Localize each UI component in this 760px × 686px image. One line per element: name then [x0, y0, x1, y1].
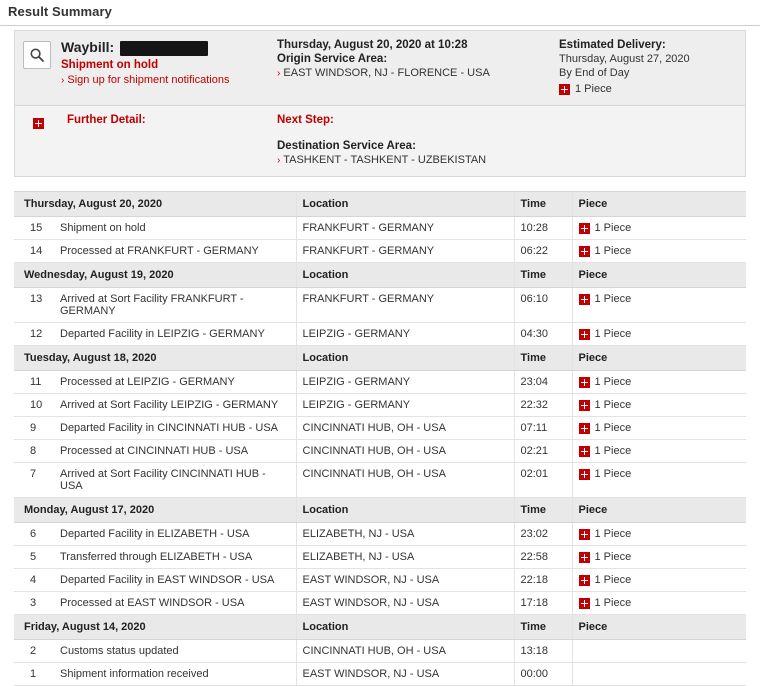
- column-header-time: Time: [514, 263, 572, 288]
- estimated-delivery-piece-label: 1 Piece: [575, 83, 612, 95]
- expand-plus-icon[interactable]: [579, 446, 590, 457]
- expand-plus-icon[interactable]: [579, 294, 590, 305]
- table-row: [14, 592, 746, 615]
- row-number: 14: [14, 240, 54, 263]
- row-location: LEIPZIG - GERMANY: [296, 323, 514, 346]
- row-piece-label: 1 Piece: [594, 551, 632, 563]
- row-time: 07:11: [514, 417, 572, 440]
- estimated-delivery-label: Estimated Delivery:: [559, 39, 666, 51]
- row-time: 22:58: [514, 546, 572, 569]
- row-location: EAST WINDSOR, NJ - USA: [296, 663, 514, 686]
- row-piece: [572, 417, 746, 440]
- row-location: EAST WINDSOR, NJ - USA: [296, 592, 514, 615]
- origin-datetime: Thursday, August 20, 2020 at 10:28: [277, 39, 468, 51]
- row-piece-label: 1 Piece: [594, 399, 632, 411]
- shipment-summary-panel: [14, 30, 746, 177]
- row-location: FRANKFURT - GERMANY: [296, 240, 514, 263]
- chevron-right-icon: ›: [277, 155, 281, 166]
- estimated-delivery-column: [559, 31, 745, 105]
- row-location: CINCINNATI HUB, OH - USA: [296, 463, 514, 498]
- column-header-location: Location: [296, 192, 514, 217]
- search-icon[interactable]: [23, 41, 51, 69]
- tracking-group-header: [14, 192, 746, 217]
- table-row: [14, 371, 746, 394]
- row-location: LEIPZIG - GERMANY: [296, 394, 514, 417]
- column-header-piece: Piece: [572, 263, 746, 288]
- column-header-location: Location: [296, 498, 514, 523]
- table-row: [14, 240, 746, 263]
- estimated-delivery-date: Thursday, August 27, 2020: [559, 53, 690, 65]
- origin-service-area-text: EAST WINDSOR, NJ - FLORENCE - USA: [283, 67, 490, 79]
- row-description: Shipment information received: [54, 663, 296, 686]
- row-time: 17:18: [514, 592, 572, 615]
- expand-plus-icon[interactable]: [579, 246, 590, 257]
- row-piece: [572, 569, 746, 592]
- signup-notifications-link[interactable]: [61, 74, 271, 86]
- expand-plus-icon[interactable]: [579, 575, 590, 586]
- tracking-history-table: [14, 191, 746, 686]
- row-time: 13:18: [514, 640, 572, 663]
- row-piece: [572, 463, 746, 498]
- table-row: [14, 288, 746, 323]
- next-step-column: [277, 106, 559, 176]
- row-piece: [572, 440, 746, 463]
- row-location: CINCINNATI HUB, OH - USA: [296, 440, 514, 463]
- row-piece: [572, 523, 746, 546]
- expand-plus-icon[interactable]: [559, 84, 570, 95]
- column-header-piece: Piece: [572, 498, 746, 523]
- row-piece: [572, 240, 746, 263]
- row-piece-label: 1 Piece: [594, 597, 632, 609]
- column-header-location: Location: [296, 263, 514, 288]
- summary-icon-column: [15, 31, 59, 79]
- origin-service-area-value: [277, 67, 553, 79]
- row-description: Processed at EAST WINDSOR - USA: [54, 592, 296, 615]
- table-row: [14, 323, 746, 346]
- row-location: EAST WINDSOR, NJ - USA: [296, 569, 514, 592]
- expand-plus-icon[interactable]: [579, 469, 590, 480]
- row-location: ELIZABETH, NJ - USA: [296, 523, 514, 546]
- row-piece-label: 1 Piece: [594, 468, 632, 480]
- status-badge: Shipment on hold: [61, 59, 159, 71]
- estimated-delivery-piece: [559, 83, 737, 95]
- signup-notifications-label: Sign up for shipment notifications: [67, 74, 230, 86]
- row-description: Customs status updated: [54, 640, 296, 663]
- table-row: [14, 640, 746, 663]
- row-piece: [572, 592, 746, 615]
- row-time: 23:02: [514, 523, 572, 546]
- row-piece-label: 1 Piece: [594, 328, 632, 340]
- row-time: 22:32: [514, 394, 572, 417]
- origin-service-area-label: Origin Service Area:: [277, 53, 388, 65]
- row-description: Arrived at Sort Facility CINCINNATI HUB - USA: [54, 463, 296, 498]
- row-piece-label: 1 Piece: [594, 222, 632, 234]
- row-time: 02:21: [514, 440, 572, 463]
- column-header-time: Time: [514, 346, 572, 371]
- row-location: CINCINNATI HUB, OH - USA: [296, 417, 514, 440]
- table-row: [14, 523, 746, 546]
- row-piece-label: 1 Piece: [594, 574, 632, 586]
- row-piece: [572, 394, 746, 417]
- table-row: [14, 463, 746, 498]
- row-number: 11: [14, 371, 54, 394]
- row-location: CINCINNATI HUB, OH - USA: [296, 640, 514, 663]
- row-location: FRANKFURT - GERMANY: [296, 288, 514, 323]
- row-description: Processed at LEIPZIG - GERMANY: [54, 371, 296, 394]
- group-date: Wednesday, August 19, 2020: [14, 263, 296, 288]
- row-description: Arrived at Sort Facility FRANKFURT - GERMANY: [54, 288, 296, 323]
- row-description: Shipment on hold: [54, 217, 296, 240]
- column-header-location: Location: [296, 346, 514, 371]
- row-number: 12: [14, 323, 54, 346]
- row-number: 3: [14, 592, 54, 615]
- expand-plus-icon[interactable]: [579, 329, 590, 340]
- further-detail-icon-column: [15, 106, 59, 142]
- row-description: Processed at CINCINNATI HUB - USA: [54, 440, 296, 463]
- table-row: [14, 440, 746, 463]
- row-number: 10: [14, 394, 54, 417]
- waybill-column: [59, 31, 277, 96]
- destination-service-area-label: Destination Service Area:: [277, 140, 416, 152]
- group-date: Tuesday, August 18, 2020: [14, 346, 296, 371]
- row-piece: [572, 217, 746, 240]
- row-number: 5: [14, 546, 54, 569]
- tracking-group-header: [14, 498, 746, 523]
- row-number: 4: [14, 569, 54, 592]
- tracking-group-header: [14, 346, 746, 371]
- table-row: [14, 569, 746, 592]
- chevron-right-icon: ›: [277, 68, 281, 79]
- row-piece-label: 1 Piece: [594, 245, 632, 257]
- row-number: 7: [14, 463, 54, 498]
- expand-plus-icon[interactable]: [33, 118, 44, 129]
- row-piece: [572, 640, 746, 663]
- row-location: ELIZABETH, NJ - USA: [296, 546, 514, 569]
- row-piece: [572, 288, 746, 323]
- estimated-delivery-time: By End of Day: [559, 67, 630, 79]
- row-time: 10:28: [514, 217, 572, 240]
- origin-column: [277, 31, 559, 89]
- row-number: 9: [14, 417, 54, 440]
- table-row: [14, 394, 746, 417]
- waybill-number-redacted: [120, 41, 208, 56]
- expand-plus-icon[interactable]: [579, 598, 590, 609]
- row-time: 22:18: [514, 569, 572, 592]
- row-time: 23:04: [514, 371, 572, 394]
- next-step-right-spacer: [559, 106, 745, 124]
- tracking-group-header: [14, 263, 746, 288]
- column-header-piece: Piece: [572, 615, 746, 640]
- table-row: [14, 663, 746, 686]
- title-divider: [0, 25, 760, 26]
- row-time: 04:30: [514, 323, 572, 346]
- group-date: Monday, August 17, 2020: [14, 498, 296, 523]
- page-title: Result Summary: [8, 4, 112, 19]
- column-header-piece: Piece: [572, 192, 746, 217]
- expand-plus-icon[interactable]: [579, 552, 590, 563]
- row-piece: [572, 371, 746, 394]
- further-detail-column[interactable]: [59, 106, 277, 136]
- table-row: [14, 546, 746, 569]
- row-time: 00:00: [514, 663, 572, 686]
- row-time: 06:10: [514, 288, 572, 323]
- column-header-piece: Piece: [572, 346, 746, 371]
- chevron-right-icon: ›: [61, 75, 65, 86]
- row-piece-label: 1 Piece: [594, 293, 632, 305]
- row-description: Departed Facility in LEIPZIG - GERMANY: [54, 323, 296, 346]
- expand-plus-icon[interactable]: [579, 529, 590, 540]
- row-description: Departed Facility in EAST WINDSOR - USA: [54, 569, 296, 592]
- row-piece: [572, 546, 746, 569]
- table-row: [14, 217, 746, 240]
- column-header-time: Time: [514, 615, 572, 640]
- expand-plus-icon[interactable]: [579, 223, 590, 234]
- destination-service-area-value: [277, 154, 553, 166]
- row-description: Transferred through ELIZABETH - USA: [54, 546, 296, 569]
- group-date: Friday, August 14, 2020: [14, 615, 296, 640]
- row-number: 13: [14, 288, 54, 323]
- expand-plus-icon[interactable]: [579, 423, 590, 434]
- group-date: Thursday, August 20, 2020: [14, 192, 296, 217]
- row-piece-label: 1 Piece: [594, 528, 632, 540]
- row-location: LEIPZIG - GERMANY: [296, 371, 514, 394]
- row-location: FRANKFURT - GERMANY: [296, 217, 514, 240]
- row-number: 1: [14, 663, 54, 686]
- waybill-label: Waybill:: [61, 39, 115, 55]
- row-time: 02:01: [514, 463, 572, 498]
- column-header-location: Location: [296, 615, 514, 640]
- destination-service-area-text: TASHKENT - TASHKENT - UZBEKISTAN: [283, 154, 487, 166]
- summary-bottom-row: [15, 106, 745, 177]
- column-header-time: Time: [514, 192, 572, 217]
- next-step-label: Next Step:: [277, 114, 334, 126]
- row-number: 6: [14, 523, 54, 546]
- further-detail-label: Further Detail:: [67, 114, 146, 126]
- row-piece: [572, 663, 746, 686]
- row-piece-label: 1 Piece: [594, 445, 632, 457]
- row-description: Arrived at Sort Facility LEIPZIG - GERMANY: [54, 394, 296, 417]
- row-piece: [572, 323, 746, 346]
- expand-plus-icon[interactable]: [579, 377, 590, 388]
- row-description: Departed Facility in CINCINNATI HUB - USA: [54, 417, 296, 440]
- tracking-group-header: [14, 615, 746, 640]
- row-time: 06:22: [514, 240, 572, 263]
- row-piece-label: 1 Piece: [594, 376, 632, 388]
- waybill-line: [61, 39, 271, 55]
- row-piece-label: 1 Piece: [594, 422, 632, 434]
- table-row: [14, 417, 746, 440]
- summary-top-row: [15, 31, 745, 106]
- expand-plus-icon[interactable]: [579, 400, 590, 411]
- row-number: 8: [14, 440, 54, 463]
- row-number: 15: [14, 217, 54, 240]
- row-description: Departed Facility in ELIZABETH - USA: [54, 523, 296, 546]
- row-description: Processed at FRANKFURT - GERMANY: [54, 240, 296, 263]
- column-header-time: Time: [514, 498, 572, 523]
- row-number: 2: [14, 640, 54, 663]
